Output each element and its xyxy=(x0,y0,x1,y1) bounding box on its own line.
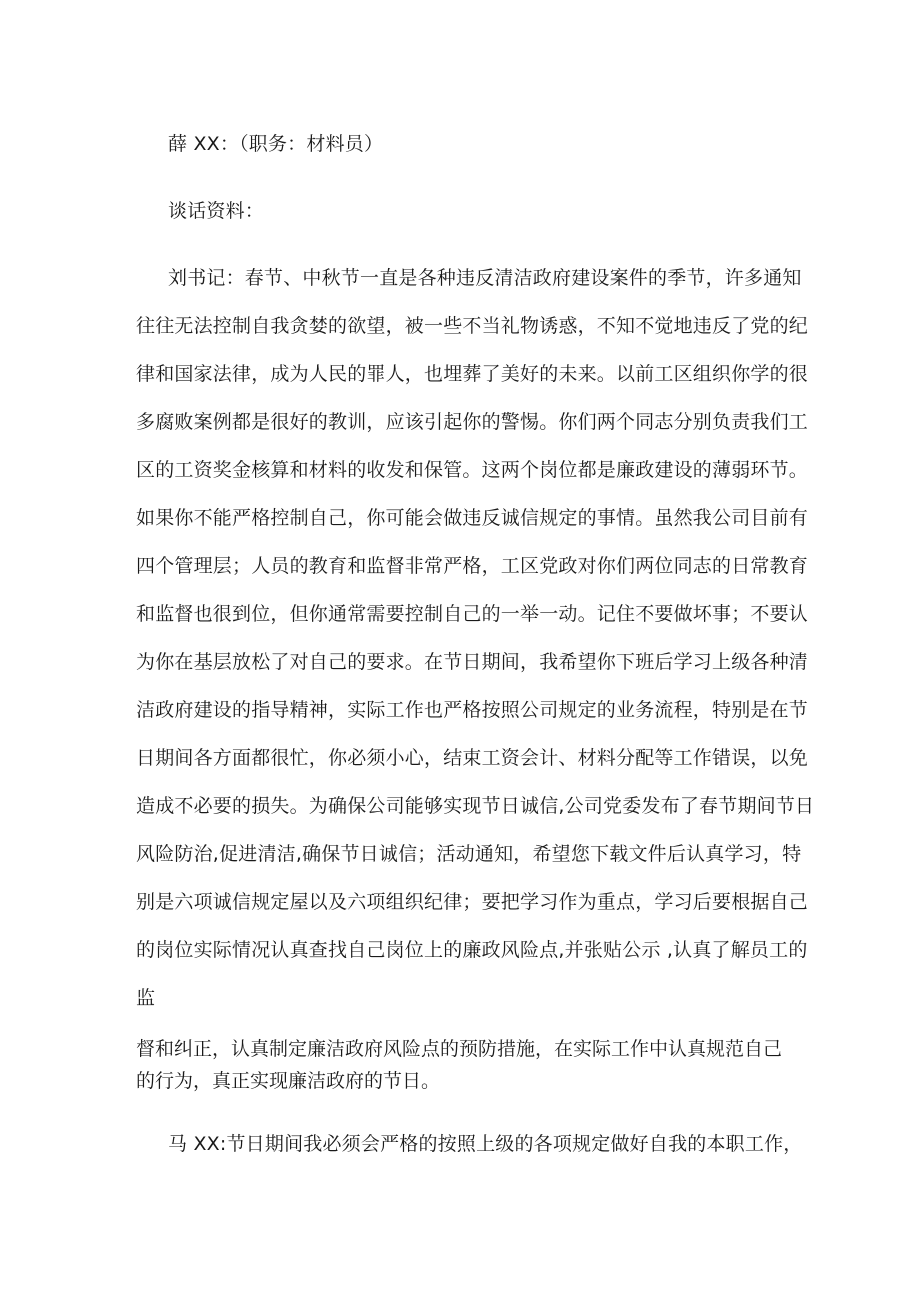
paragraph-line: 为你在基层放松了对自己的要求。在节日期间，我希望你下班后学习上级各种清 xyxy=(136,651,809,673)
paragraph-line: 刘书记：春节、中秋节一直是各种违反清洁政府建设案件的季节，许多通知 xyxy=(168,267,802,289)
paragraph-line: 多腐败案例都是很好的教训，应该引起你的警惕。你们两个同志分别负责我们工 xyxy=(136,411,809,433)
paragraph-line: 洁政府建设的指导精神，实际工作也严格按照公司规定的业务流程，特别是在节 xyxy=(136,699,809,721)
paragraph-line: 的岗位实际情况认真查找自己岗位上的廉政风险点,并张贴公示 ,认真了解员工的 xyxy=(136,939,808,961)
paragraph-line: 风险防治,促进清洁,确保节日诚信；活动通知，希望您下载文件后认真学习，特 xyxy=(136,843,802,865)
paragraph-line: 日期间各方面都很忙，你必须小心，结束工资会计、材料分配等工作错误，以免 xyxy=(136,747,809,769)
continuation-line: 的行为，真正实现廉洁政府的节日。 xyxy=(136,1070,441,1092)
paragraph-line: 如果你不能严格控制自己，你可能会做违反诚信规定的事情。虽然我公司目前有 xyxy=(136,507,809,529)
paragraph-line: 和监督也很到位，但你通常需要控制自己的一举一动。记住不要做坏事；不要认 xyxy=(136,603,809,625)
continuation-line: 督和纠正，认真制定廉洁政府风险点的预防措施，在实际工作中认真规范自己 xyxy=(136,1038,783,1060)
paragraph-line: 律和国家法律，成为人民的罪人，也埋葬了美好的未来。以前工区组织你学的很 xyxy=(136,363,809,385)
paragraph-line: 四个管理层；人员的教育和监督非常严格，工区党政对你们两位同志的日常教育 xyxy=(136,555,809,577)
paragraph-line: 别是六项诚信规定屋以及六项组织纪律；要把学习作为重点，学习后要根据自己 xyxy=(136,891,809,913)
paragraph-line: 区的工资奖金核算和材料的收发和保管。这两个岗位都是廉政建设的薄弱环节。 xyxy=(136,459,809,481)
paragraph-line: 监 xyxy=(136,987,156,1009)
paragraph-line: 往往无法控制自我贪婪的欲望，被一些不当礼物诱惑，不知不觉地违反了党的纪 xyxy=(136,315,809,337)
reply-line: 马 XX:节日期间我必须会严格的按照上级的各项规定做好自我的本职工作， xyxy=(168,1133,803,1155)
section-label: 谈话资料： xyxy=(168,200,265,222)
paragraph-line: 造成不必要的损失。为确保公司能够实现节日诚信,公司党委发布了春节期间节日 xyxy=(136,795,815,817)
header-line: 薛 XX：（职务：材料员） xyxy=(168,133,384,155)
